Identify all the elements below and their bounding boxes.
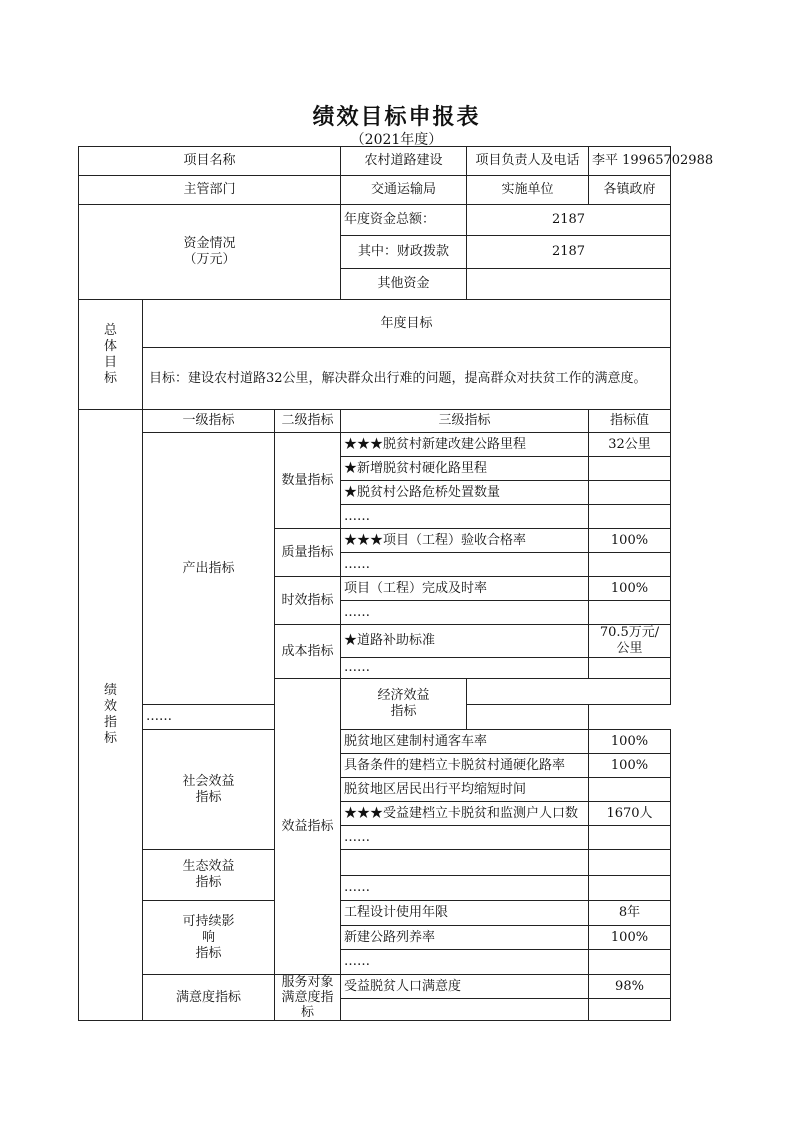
indicator-ql1: ★★★项目（工程）验收合格率 xyxy=(341,529,589,553)
eco-indicator-label xyxy=(143,850,275,901)
table-row xyxy=(79,975,671,999)
empty-value xyxy=(589,999,671,1021)
funds-fiscal-value: 2187 xyxy=(467,236,671,269)
dept-label: 主管部门 xyxy=(79,176,341,205)
funds-label xyxy=(79,205,341,300)
goal-side-char: 总 xyxy=(103,322,117,338)
service-satisfaction-label xyxy=(275,975,341,1021)
header-lv3: 三级指标 xyxy=(341,410,589,433)
funds-total-label: 年度资金总额： xyxy=(341,205,467,236)
quantity-indicator-label: 数量指标 xyxy=(275,433,341,529)
goal-side-char: 体 xyxy=(103,338,117,354)
indicator-t1: 项目（工程）完成及时率 xyxy=(341,577,589,601)
manager-label: 项目负责人及电话 xyxy=(467,147,589,176)
indicator-sat1-value: 98% xyxy=(589,975,671,999)
project-name-value: 农村道路建设 xyxy=(341,147,467,176)
economic-label-line1: 经济效益 xyxy=(377,688,430,703)
service-label-line2: 满意度指 xyxy=(281,990,334,1005)
table-row xyxy=(79,901,671,926)
funds-label-line1: 资金情况 xyxy=(183,236,236,251)
indicator-c1-value xyxy=(589,625,671,658)
goal-text: 目标：建设农村道路32公里，解决群众出行难的问题，提高群众对扶贫工作的满意度。 xyxy=(143,348,671,410)
dept-value: 交通运输局 xyxy=(341,176,467,205)
table-row xyxy=(79,433,671,457)
empty-value xyxy=(589,876,671,901)
funds-row-total xyxy=(79,205,671,236)
goal-side-label xyxy=(79,300,143,410)
goal-side-char: 目 xyxy=(103,354,117,370)
indicator-s4: ★★★受益建档立卡脱贫和监测户人口数 xyxy=(341,802,589,826)
header-value: 指标值 xyxy=(589,410,671,433)
funds-total-value: 2187 xyxy=(467,205,671,236)
empty-value xyxy=(589,553,671,577)
funds-label-line2: （万元） xyxy=(183,252,236,267)
empty-value xyxy=(589,850,671,876)
goal-text-row xyxy=(79,348,671,410)
funds-other-label: 其他资金 xyxy=(341,269,467,300)
header-lv2: 二级指标 xyxy=(275,410,341,433)
empty-value xyxy=(589,658,671,679)
cost-indicator-label: 成本指标 xyxy=(275,625,341,679)
ellipsis-row: …… xyxy=(341,826,589,850)
perf-side-char: 绩 xyxy=(103,683,117,698)
sustain-label-line1: 可持续影 xyxy=(182,913,235,929)
table-row xyxy=(79,730,671,754)
goal-header-row xyxy=(79,300,671,348)
timely-indicator-label: 时效指标 xyxy=(275,577,341,625)
empty-value xyxy=(589,505,671,529)
indicator-q3: ★脱贫村公路危桥处置数量 xyxy=(341,481,589,505)
indicator-s3: 脱贫地区居民出行平均缩短时间 xyxy=(341,778,589,802)
goal-side-char: 标 xyxy=(103,370,117,386)
indicator-sat1: 受益脱贫人口满意度 xyxy=(341,975,589,999)
indicator-c1: ★道路补助标准 xyxy=(341,625,589,658)
output-indicator-label: 产出指标 xyxy=(143,433,275,705)
empty-indicator xyxy=(341,850,589,876)
indicator-ql1-value: 100% xyxy=(589,529,671,553)
funds-other-value xyxy=(467,269,671,300)
indicator-s2: 具备条件的建档立卡脱贫村通硬化路率 xyxy=(341,754,589,778)
service-label-line3: 标 xyxy=(300,1005,314,1020)
indicator-q2-value xyxy=(589,457,671,481)
indicator-su2-value: 100% xyxy=(589,926,671,950)
ellipsis-row: …… xyxy=(341,950,589,975)
empty-indicator xyxy=(467,679,671,705)
sustain-indicator-label xyxy=(143,901,275,975)
perf-side-char: 效 xyxy=(103,699,117,714)
header-lv1: 一级指标 xyxy=(143,410,275,433)
eco-label-line1: 生态效益 xyxy=(182,859,235,874)
empty-value xyxy=(589,601,671,625)
page-title: 绩效目标申报表 xyxy=(312,104,481,130)
project-name-label: 项目名称 xyxy=(79,147,341,176)
indicator-q3-value xyxy=(589,481,671,505)
info-row-2 xyxy=(79,176,671,205)
indicator-q1: ★★★脱贫村新建改建公路里程 xyxy=(341,433,589,457)
indicator-c1-value-line1: 70.5万元/ xyxy=(599,625,660,640)
perf-side-char: 标 xyxy=(103,731,117,746)
performance-table xyxy=(78,146,714,1021)
indicator-su1-value: 8年 xyxy=(589,901,671,926)
economic-indicator-label xyxy=(341,679,467,730)
satisfaction-indicator-label: 满意度指标 xyxy=(143,975,275,1021)
page-subtitle: （2021年度） xyxy=(350,132,443,148)
economic-label-line2: 指标 xyxy=(390,704,417,719)
ellipsis-row: …… xyxy=(341,601,589,625)
perf-side-label xyxy=(79,410,143,1021)
indicator-s1: 脱贫地区建制村通客车率 xyxy=(341,730,589,754)
social-indicator-label xyxy=(143,730,275,850)
funds-fiscal-label: 其中：财政拨款 xyxy=(341,236,467,269)
eco-label-line2: 指标 xyxy=(195,875,222,890)
ellipsis-row: …… xyxy=(341,553,589,577)
quality-indicator-label: 质量指标 xyxy=(275,529,341,577)
empty-indicator xyxy=(341,999,589,1021)
impl-value: 各镇政府 xyxy=(589,176,671,205)
indicator-s3-value xyxy=(589,778,671,802)
table-row xyxy=(79,850,671,876)
social-label-line2: 指标 xyxy=(195,789,222,805)
empty-value xyxy=(467,705,589,730)
perf-side-char: 指 xyxy=(103,715,117,730)
indicator-q2: ★新增脱贫村硬化路里程 xyxy=(341,457,589,481)
indicator-su1: 工程设计使用年限 xyxy=(341,901,589,926)
empty-value xyxy=(589,826,671,850)
service-label-line1: 服务对象 xyxy=(281,975,334,990)
indicator-q1-value: 32公里 xyxy=(589,433,671,457)
social-label-line1: 社会效益 xyxy=(182,773,235,789)
indicator-s1-value: 100% xyxy=(589,730,671,754)
ellipsis-row: …… xyxy=(143,705,341,730)
sustain-label-line3: 指标 xyxy=(195,945,222,961)
indicator-t1-value: 100% xyxy=(589,577,671,601)
indicator-s2-value: 100% xyxy=(589,754,671,778)
indicator-c1-value-line2: 公里 xyxy=(616,641,643,656)
indicator-su2: 新建公路列养率 xyxy=(341,926,589,950)
empty-value xyxy=(589,950,671,975)
ellipsis-row: …… xyxy=(341,876,589,901)
goal-header: 年度目标 xyxy=(143,300,671,348)
impl-label: 实施单位 xyxy=(467,176,589,205)
ellipsis-row: …… xyxy=(341,505,589,529)
indicator-s4-value: 1670人 xyxy=(589,802,671,826)
benefit-indicator-label: 效益指标 xyxy=(275,679,341,975)
perf-header-row xyxy=(79,410,671,433)
manager-value: 李平 19965702988 xyxy=(589,147,671,176)
info-row-1 xyxy=(79,147,671,176)
sustain-label-line2: 响 xyxy=(201,929,215,945)
ellipsis-row: …… xyxy=(341,658,589,679)
